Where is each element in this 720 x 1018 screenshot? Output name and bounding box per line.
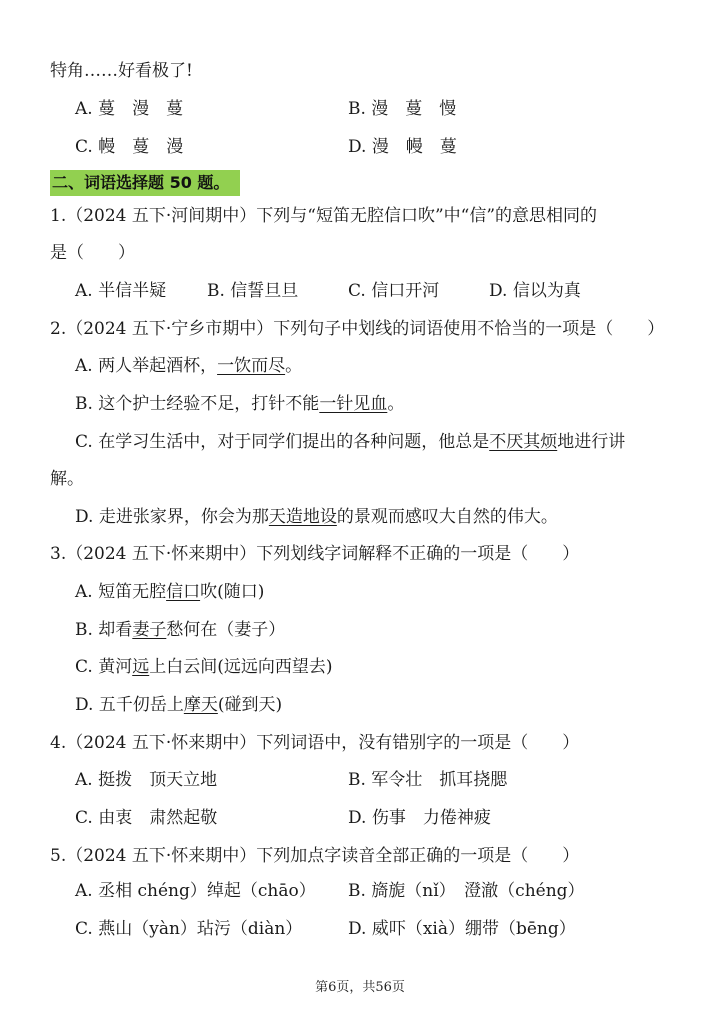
q5-option-b[interactable]: B. 旖旎（nǐ） 澄澈（chéng） (348, 881, 585, 901)
question-1-stem-cont: 是（ ） (50, 243, 135, 263)
underlined-phrase: 天造地设 (268, 507, 337, 527)
option-text: 。 (387, 394, 405, 414)
q4-option-d[interactable]: D. 伤事 力倦神疲 (348, 808, 491, 828)
q1-option-c[interactable]: C. 信口开河 (348, 281, 440, 301)
question-1-stem: 1.（2024 五下·河间期中）下列与“短笛无腔信口吹”中“信”的意思相同的 (50, 206, 598, 226)
question-4-stem: 4.（2024 五下·怀来期中）下列词语中，没有错别字的一项是（ ） (50, 733, 580, 753)
option-text: B. 这个护士经验不足，打针不能 (75, 394, 320, 414)
option-text: D. 走进张家界，你会为那 (75, 507, 269, 527)
underlined-phrase: 不厌其烦 (489, 432, 558, 452)
q5-option-d[interactable]: D. 威吓（xià）绷带（bēng） (348, 919, 576, 939)
option-b[interactable]: B. 漫 蔓 慢 (348, 99, 457, 119)
q1-option-d[interactable]: D. 信以为真 (489, 281, 581, 301)
underlined-phrase: 一饮而尽 (217, 356, 286, 376)
q2-option-d[interactable] (75, 506, 558, 528)
option-text: A. 两人举起酒杯， (75, 356, 218, 376)
section-title: 二、词语选择题 50 题。 (50, 170, 240, 196)
q4-option-c[interactable]: C. 由衷 肃然起敬 (75, 808, 218, 828)
q3-option-b[interactable] (75, 619, 285, 641)
q4-option-b[interactable]: B. 军令壮 抓耳挠腮 (348, 770, 508, 790)
underlined-phrase: 摩天 (183, 695, 218, 715)
option-text: 的景观而感叹大自然的伟大。 (336, 507, 558, 527)
option-text: B. 却看 (75, 620, 133, 640)
q5-option-a[interactable]: A. 丞相 chéng）绰起（chāo） (75, 881, 316, 901)
q5-option-c[interactable]: C. 燕山（yàn）玷污（diàn） (75, 919, 303, 939)
option-c[interactable]: C. 幔 蔓 漫 (75, 137, 184, 157)
q1-option-a[interactable]: A. 半信半疑 (75, 281, 167, 301)
option-text: A. 短笛无腔 (75, 582, 167, 602)
option-text: 愁何在（妻子） (166, 620, 286, 640)
question-3-stem: 3.（2024 五下·怀来期中）下列划线字词解释不正确的一项是（ ） (50, 544, 580, 564)
underlined-phrase: 妻子 (132, 620, 167, 640)
q2-option-b[interactable] (75, 393, 404, 415)
option-d[interactable]: D. 漫 幔 蔓 (348, 137, 457, 157)
option-text: 地进行讲 (557, 432, 626, 452)
option-text: C. 在学习生活中，对于同学们提出的各种问题，他总是 (75, 432, 490, 452)
underlined-phrase: 一针见血 (319, 394, 388, 414)
q1-option-b[interactable]: B. 信誓旦旦 (207, 281, 299, 301)
option-text: (碰到天) (217, 695, 283, 715)
question-5-stem: 5.（2024 五下·怀来期中）下列加点字读音全部正确的一项是（ ） (50, 846, 580, 866)
option-text: 上白云间(远远向西望去) (149, 657, 333, 677)
q2-option-a[interactable] (75, 355, 302, 377)
underlined-phrase: 远 (132, 657, 150, 677)
option-a[interactable]: A. 蔓 漫 蔓 (75, 99, 184, 119)
option-text: 。 (285, 356, 303, 376)
option-text: 吹(随口) (200, 582, 265, 602)
page-number: 第6页，共56页 (315, 980, 405, 995)
q2-option-c-cont: 解。 (50, 469, 84, 489)
q3-option-c[interactable] (75, 656, 332, 678)
option-text: C. 黄河 (75, 657, 133, 677)
q3-option-d[interactable] (75, 694, 282, 716)
question-2-stem: 2.（2024 五下·宁乡市期中）下列句子中划线的词语使用不恰当的一项是（ ） (50, 319, 665, 339)
option-text: D. 五千仞岳上 (75, 695, 184, 715)
q4-option-a[interactable]: A. 挺拨 顶天立地 (75, 770, 218, 790)
underlined-phrase: 信口 (166, 582, 201, 602)
q2-option-c[interactable] (75, 431, 625, 453)
q3-option-a[interactable] (75, 581, 264, 603)
question-continuation: 特角……好看极了! (50, 61, 193, 81)
